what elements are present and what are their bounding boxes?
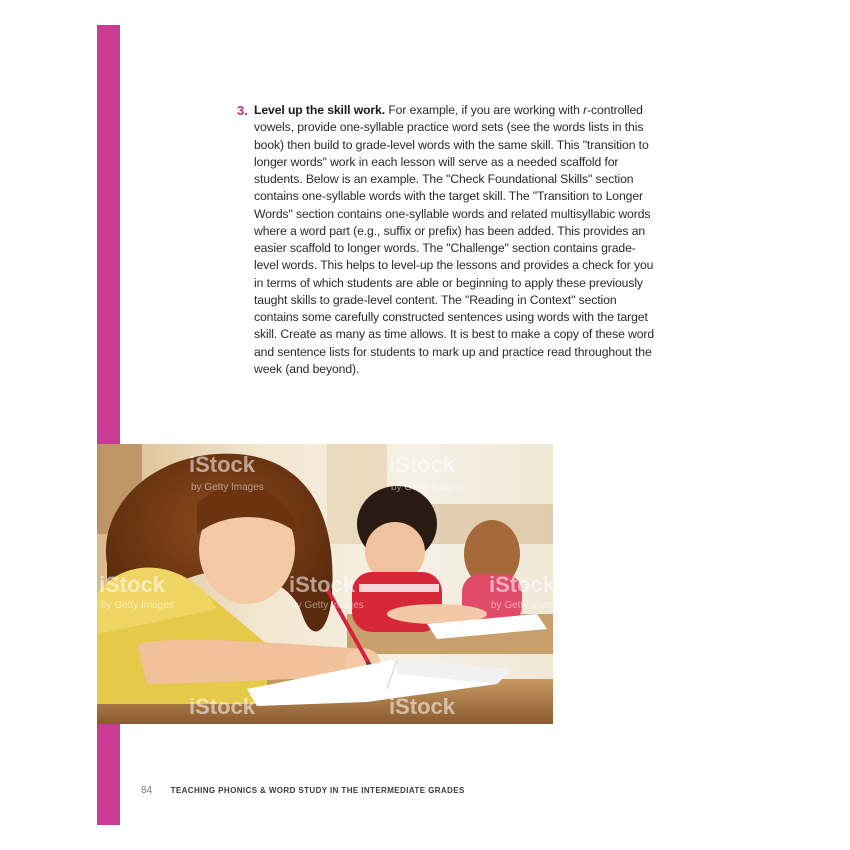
watermark-text: iStock	[189, 694, 256, 719]
watermark-text: iStock	[389, 452, 456, 477]
numbered-item	[237, 102, 657, 378]
item-paragraph	[254, 102, 657, 378]
item-italic-r: r	[583, 103, 588, 117]
item-lead: Level up the skill work.	[254, 103, 386, 117]
watermark-subtext: by Getty Images	[391, 482, 464, 493]
watermark-text: iStock	[99, 572, 166, 597]
watermark-subtext: by Getty Images	[491, 600, 564, 611]
watermark-text: iStock	[189, 452, 256, 477]
watermark-subtext: by Getty Images	[101, 600, 174, 611]
watermark-text: iStock	[389, 694, 456, 719]
watermark-subtext: by Getty Images	[191, 482, 264, 493]
item-text-part2: -controlled vowels, provide one-syllable practice word sets (see the words lists in this book) then build to grade-level words with the same skill. This "transition to longer words" work in each lesson will serve as a needed scaffold for students. Below is an example. The "Check Foundational Skills" section contains one-syllable words with the target skill. The "Transition to Longer Words" section contains one-syllable words and related multisyllabic words where a word part (e.g., suffix or prefix) has been added. This provides an easier scaffold to longer words. The "Challenge" section contains grade-level words. This helps to level-up the lessons and provides a check for you in terms of which students are able or beginning to apply these previously taught skills to grade-level content. The "Reading in Context" section contains some carefully constructed sentences using words with the target skill. Create as many as time allows. It is best to make a copy of these word and sentence lists for students to mark up and practice read throughout the week (and beyond).	[254, 103, 655, 376]
photo-illustration	[97, 444, 564, 724]
classroom-photo	[97, 444, 564, 724]
watermark-subtext: by Getty Images	[291, 600, 364, 611]
watermark-text: iStock	[489, 572, 556, 597]
item-text-part1: For example, if you are working with	[385, 103, 584, 117]
page-number: 84	[141, 785, 153, 796]
watermark-text: iStock	[289, 572, 356, 597]
item-number: 3.	[237, 103, 248, 118]
running-title: TEACHING PHONICS & WORD STUDY IN THE INTERMEDIATE GRADES	[170, 786, 465, 795]
page-footer	[141, 780, 465, 798]
